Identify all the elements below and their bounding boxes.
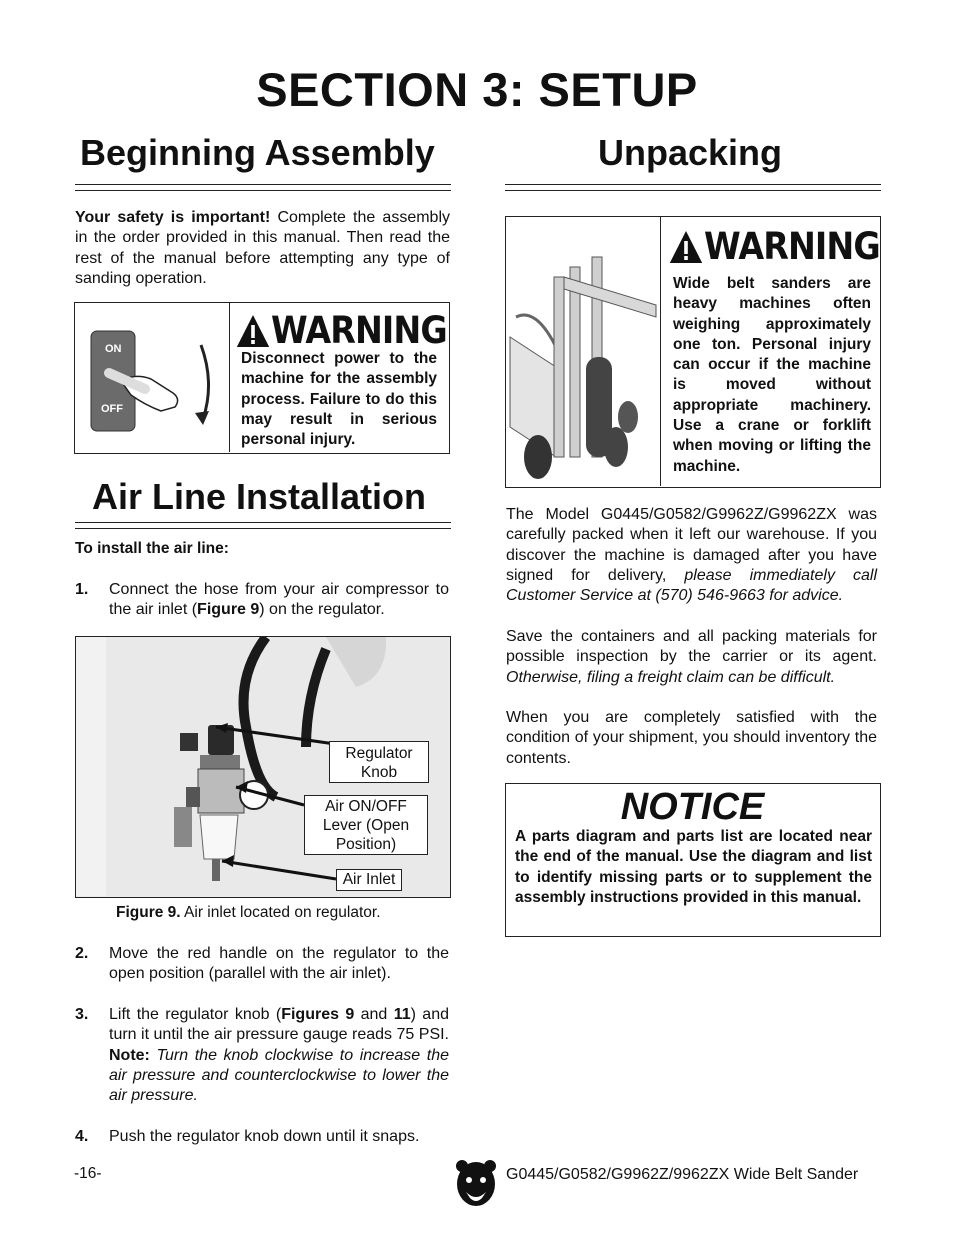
- warning-text: Wide belt sanders are heavy machines often weighing approximately one ton. Personal injury can occur if the machine is moved without appropriate machinery. Use a crane or forklift when moving or lifting the machine.: [673, 275, 871, 475]
- heading-rule: [505, 184, 881, 191]
- step-number: 4.: [75, 1128, 89, 1145]
- step-text: Move the red handle on the regulator to the open position (parallel with the air inlet).: [109, 945, 449, 983]
- air-line-installation-heading: Air Line Installation: [92, 476, 427, 517]
- callout-air-lever: Air ON/OFF Lever (Open Position): [304, 795, 428, 855]
- figure-9-caption: [116, 904, 381, 922]
- step-text-part: ) on the regulator.: [259, 601, 385, 619]
- safety-bold: Your safety is important!: [75, 209, 271, 226]
- figure-reference: Figure 9: [197, 601, 260, 619]
- install-label: To install the air line:: [75, 540, 229, 557]
- forklift-illustration: [506, 217, 661, 486]
- note-text: Turn the knob clockwise to increase the air pressure and counterclockwise to lower the air pressure.: [109, 1046, 449, 1105]
- step-text-part: and: [354, 1006, 394, 1023]
- safety-paragraph: [75, 208, 450, 289]
- caption-text: Air inlet located on regulator.: [180, 904, 381, 921]
- warning-title: WARNING: [704, 225, 880, 268]
- heading-rule: [75, 184, 451, 191]
- beginning-assembly-heading: Beginning Assembly: [80, 132, 435, 173]
- step-4: [75, 1127, 449, 1147]
- switch-on-label: ON: [105, 343, 122, 355]
- notice-title: NOTICE: [620, 786, 765, 828]
- power-switch-illustration: [75, 303, 230, 452]
- power-switch-icon: [75, 303, 229, 452]
- switch-off-label: OFF: [101, 403, 123, 415]
- step-text: [109, 1005, 449, 1106]
- caption-label: Figure 9.: [116, 904, 181, 921]
- unpacking-heading: Unpacking: [598, 132, 783, 173]
- footer-model-text: G0445/G0582/G9962Z/9962ZX Wide Belt Sander: [506, 1166, 859, 1183]
- unpacking-paragraph-2: [506, 627, 877, 688]
- paragraph-text: Save the containers and all packing materials for possible inspection by the carrier or its agent.: [506, 628, 877, 666]
- grizzly-logo: [454, 1160, 498, 1215]
- paragraph-text: The Model G0445/G0582/G9962Z/G9962ZX was carefully packed when it left our warehouse. If you discover the machine is damaged after you have signed for delivery,: [506, 506, 877, 584]
- forklift-icon: [506, 217, 660, 486]
- step-text-part: Connect the hose from your air compressor to the air inlet (: [109, 581, 449, 619]
- unpacking-paragraph-1: [506, 505, 877, 606]
- figure-reference: Figures 9: [281, 1006, 355, 1023]
- step-1: [75, 580, 449, 621]
- section-title: SECTION 3: SETUP: [256, 63, 698, 116]
- notice-box: [505, 783, 881, 937]
- warning-triangle-icon: [668, 229, 704, 265]
- warning-header: [668, 225, 880, 268]
- warning-header: [235, 309, 447, 352]
- safety-text: Complete the assembly in the order provided in this manual. Then read the rest of the manual before attempting any type of sanding operation.: [75, 209, 450, 287]
- step-text-part: Lift the regulator knob (: [109, 1006, 282, 1023]
- figure-9-image: [75, 636, 451, 898]
- warning-triangle-icon: [235, 313, 271, 349]
- step-3: [75, 1005, 449, 1106]
- figure-reference: 11: [393, 1006, 411, 1023]
- paragraph-italic: Otherwise, filing a freight claim can be difficult.: [506, 668, 836, 686]
- step-number: 2.: [75, 945, 89, 962]
- warning-box-heavy-machine: [505, 216, 881, 488]
- heading-rule: [75, 522, 451, 529]
- notice-text: A parts diagram and parts list are located near the end of the manual. Use the diagram and list to identify missing parts or to supplement the assembly instructions provided in this manual.: [515, 828, 872, 906]
- step-text: Push the regulator knob down until it snaps.: [109, 1128, 420, 1145]
- callout-regulator-knob: Regulator Knob: [329, 741, 429, 783]
- step-text: [109, 580, 449, 621]
- page-number: -16-: [74, 1165, 102, 1182]
- warning-text: Disconnect power to the machine for the assembly process. Failure to do this may result in serious personal injury.: [241, 350, 437, 449]
- step-2: [75, 944, 449, 985]
- note-label: Note:: [109, 1046, 150, 1064]
- step-text-part: ) and turn it until the air pressure gauge reads 75 PSI.: [109, 1006, 449, 1044]
- paragraph-italic: please immediately call Customer Service at (570) 546-9663 for advice.: [506, 566, 877, 605]
- unpacking-paragraph-3: When you are completely satisfied with the condition of your shipment, you should inventory the contents.: [506, 709, 877, 767]
- step-number: 3.: [75, 1006, 89, 1023]
- warning-title: WARNING: [271, 309, 447, 352]
- bear-logo-icon: [454, 1160, 498, 1210]
- callout-air-inlet: Air Inlet: [336, 869, 402, 891]
- step-number: 1.: [75, 581, 89, 598]
- warning-box-disconnect: [74, 302, 450, 454]
